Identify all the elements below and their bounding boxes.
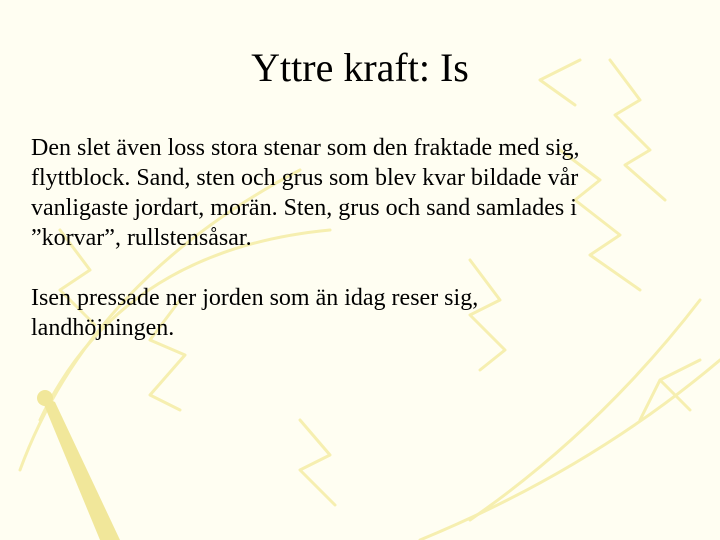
compass-hub-decoration [37,390,53,406]
ray-decoration [300,420,335,505]
compass-needle-decoration [40,395,120,540]
slide-body [31,133,691,343]
text-line: Isen pressade ner jorden som än idag reser sig, [31,285,479,311]
text-line: flyttblock. Sand, sten och grus som blev kvar bildade vår [31,165,579,191]
paragraph-land-uplift [31,283,691,343]
flare-decoration [640,360,700,420]
text-line: landhöjningen. [31,315,175,341]
paragraph-ice-transport [31,133,691,253]
text-line: vanligaste jordart, morän. Sten, grus och sand samlades i [31,195,577,221]
text-line: ”korvar”, rullstensåsar. [31,225,252,251]
arc-decoration [420,360,720,540]
slide-title: Yttre kraft: Is [251,45,469,90]
text-line: Den slet även loss stora stenar som den fraktade med sig, [31,135,580,161]
